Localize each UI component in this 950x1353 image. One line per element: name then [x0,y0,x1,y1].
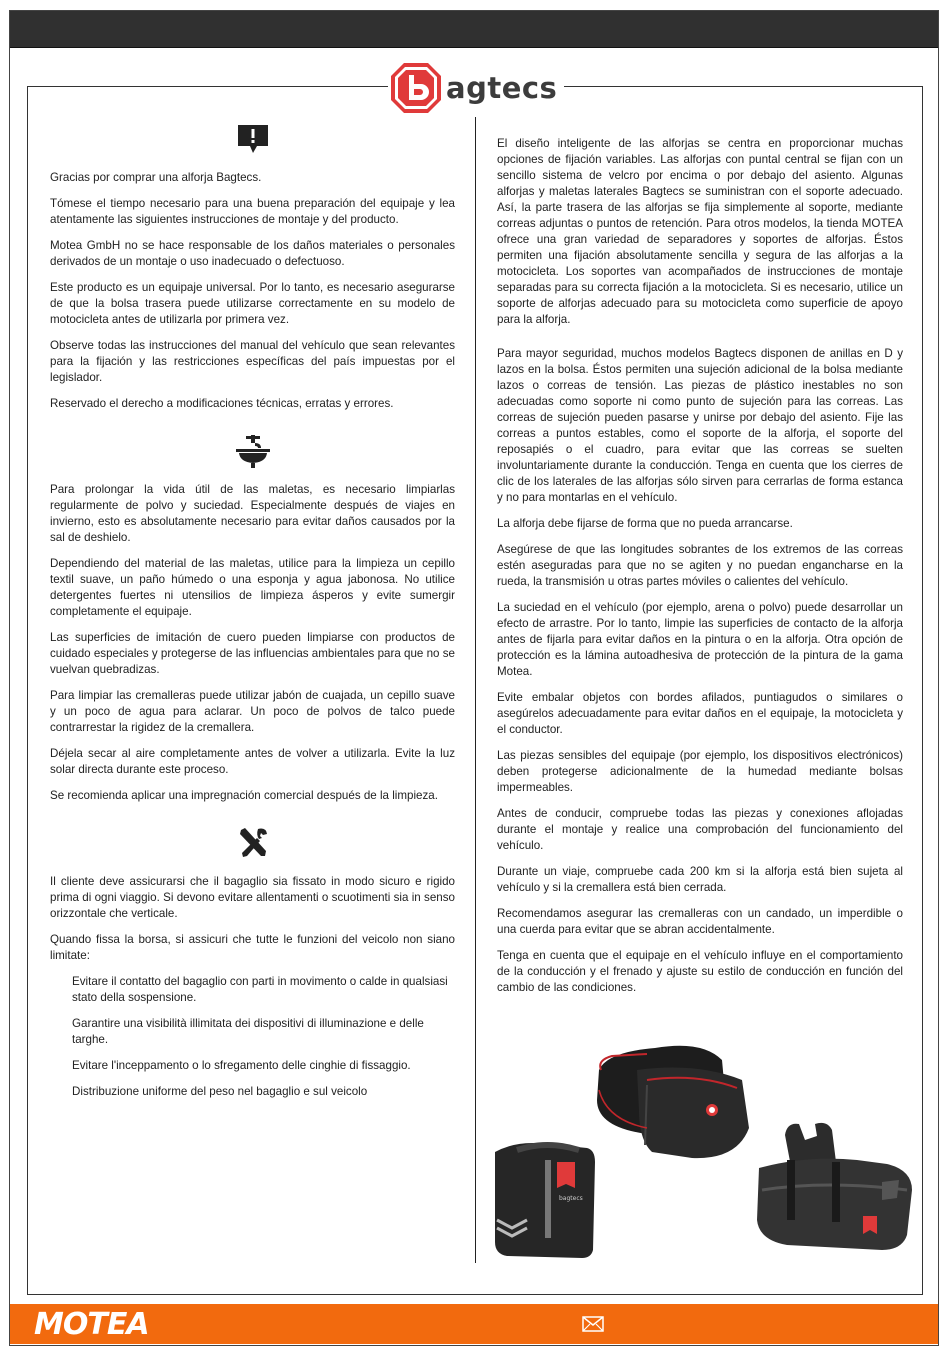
mounting-list [50,974,455,1100]
cleaning-paragraph: Para prolongar la vida útil de las maletas, es necesario limpiarlas regularmente de polvo y suciedad. Especialmente después de viajes en invierno, esto es absolutamente necesario para evitar daños causados por la sal de deshielo. [50,483,455,544]
envelope-icon[interactable] [582,1316,604,1332]
body-paragraph: Durante un viaje, compruebe cada 200 km si la alforja está bien sujeta al vehículo y si la cremallera está bien cerrada. [497,865,903,894]
cleaning-paragraph: Dependiendo del material de las maletas, utilice para la limpieza un cepillo textil suave, un paño húmedo o una esponja y agua jabonosa. No utilice detergentes fuertes ni utensilios de limpieza ásperos y evite sumergir completamente el equipaje. [50,557,455,618]
body-paragraph: La suciedad en el vehículo (por ejemplo, arena o polvo) puede desarrollar un efecto de arrastre. Por lo tanto, limpie las superficies de contacto de la alforja antes de fijarla para evitar daños en la pintura o en la alforja. Otra opción de protección es la lámina autoadhesiva de protección de la pintura de la gama Motea. [497,601,903,678]
body-paragraph: El diseño inteligente de las alforjas se centra en proporcionar muchas opciones de fijación variables. Las alforjas con puntal central se fijan con un sencillo sistema de velcro por encima o por debajo del asiento. Algunas alforjas y maletas laterales Bagtecs se suministran con el soporte adecuado. Así, la parte trasera de las alforjas se fija simplemente al soporte, mediante correas adjuntas o puntos de retención. Para otros modelos, la tienda MOTEA ofrece una gran variedad de separadores y soportes de alforjas. Éstos permiten una fijación absolutamente sencilla y segura de las alforjas a la motocicleta. Los soportes van acompañados de instrucciones de montaje separadas para su correcta fijación a la motocicleta. Si es necesario, utilice un soporte de alforjas adecuado para su motocicleta como superficie de apoyo para la alforja. [497,137,903,326]
left-column [50,120,455,1110]
body-paragraph: Recomendamos asegurar las cremalleras con un candado, un imperdible o una cuerda para evitar que se abran accidentalmente. [497,907,903,936]
body-paragraph: Asegúrese de que las longitudes sobrantes de los extremos de las correas estén aseguradas para que no se agiten y no puedan engancharse en la rueda, la transmisión u otras partes móviles o calientes del vehículo. [497,543,903,588]
cleaning-paragraph: Para limpiar las cremalleras puede utilizar jabón de cuajada, un cepillo suave y un poco de agua para aclarar. Un poco de polvos de talco puede contrarrestar la rigidez de la cremallera. [50,689,455,734]
body-paragraph: Evite embalar objetos con bordes afilados, puntiagudos o similares o asegúrelos adecuadamente para evitar daños en el equipaje, la motocicleta y el conductor. [497,691,903,736]
notice-icon-row [50,120,455,158]
tools-icon [236,826,270,860]
intro-paragraph: Este producto es un equipaje universal. Por lo tanto, es necesario asegurarse de que la bolsa trasera puede utilizarse correctamente en su modelo de motocicleta antes de utilizarla por primera vez. [50,281,455,326]
cleaning-paragraph: Las superficies de imitación de cuero pueden limpiarse con productos de cuidado especiales y protegerse de las influencias ambientales para que no se vuelvan quebradizas. [50,631,455,676]
motea-logo: MOTEA [34,1307,149,1342]
top-bar [10,11,938,48]
bagtecs-logo [388,58,564,118]
bagtecs-logo-icon [388,60,444,116]
saddlebag-pair-right [757,1123,912,1250]
body-paragraph: Para mayor seguridad, muchos modelos Bagtecs disponen de anillas en D y lazos en la bolsa. Éstos permiten una sujeción adicional de la bolsa mediante lazos o correas de tensión. Las piezas de plástico inestables no son adecuadas como soporte ni como punto de sujeción para las correas. Las correas de sujeción pueden pasarse y unirse por debajo del asiento. Fije las correas a puntos estables, como el soporte de la alforja, el soporte del reposapiés o el cuadro, para evitar que las correas se suelten involuntariamente durante la conducción. Tenga en cuenta que los cierres de clic de los laterales de las alforjas sólo sirven para cerrarlas de forma estanca y no para montarlas en el vehículo. [497,347,903,504]
intro-paragraph: Motea GmbH no se hace responsable de los daños materiales o personales derivados de un montaje o uso inadecuado o defectuoso. [50,239,455,268]
logo-text: agtecs [446,71,558,105]
list-item: Garantire una visibilità illimitata dei dispositivi di illuminazione e delle targhe. [72,1017,424,1046]
cleaning-paragraph: Déjela secar al aire completamente antes de volver a utilizarla. Evite la luz solar directa durante este proceso. [50,747,455,776]
product-badge-text: bagtecs [559,1195,583,1202]
product-photo [487,1040,917,1262]
washbasin-icon [233,433,273,469]
cleaning-icon-row [50,432,455,470]
footer-bar [10,1304,938,1344]
list-item: Evitare l'inceppamento o lo sfregamento delle cinghie di fissaggio. [72,1059,411,1072]
tools-icon-row [50,824,455,862]
intro-paragraph: Tómese el tiempo necesario para una buena preparación del equipaje y lea atentamente las siguientes instrucciones de montaje y del producto. [50,197,455,226]
intro-paragraph: Gracias por comprar una alforja Bagtecs. [50,171,262,184]
body-paragraph: Tenga en cuenta que el equipaje en el vehículo influye en el comportamiento de la conducción y el frenado y ajuste su estilo de conducción en función del cambio de las condiciones. [497,949,903,994]
body-paragraph: Antes de conducir, compruebe todas las piezas y conexiones aflojadas durante el montaje y realice una comprobación del funcionamiento del vehículo. [497,807,903,852]
list-item: Distribuzione uniforme del peso nel bagaglio e sul veicolo [72,1085,368,1098]
cleaning-paragraph: Se recomienda aplicar una impregnación comercial después de la limpieza. [50,789,438,802]
body-paragraph: Las piezas sensibles del equipaje (por ejemplo, los dispositivos electrónicos) deben protegerse adicionalmente de la humedad mediante bolsas impermeables. [497,749,903,794]
saddlebag-pair-top [597,1046,749,1158]
intro-paragraph: Reservado el derecho a modificaciones técnicas, erratas y errores. [50,397,394,410]
right-column [497,136,903,1006]
body-paragraph: La alforja debe fijarse de forma que no pueda arrancarse. [497,517,793,530]
waterproof-bag-left [495,1143,595,1258]
intro-paragraph: Observe todas las instrucciones del manual del vehículo que sean relevantes para la fijación y las restricciones específicas del país impuestas por el legislador. [50,339,455,384]
notice-speech-icon [235,122,271,156]
list-item: Evitare il contatto del bagaglio con parti in movimento o calde in qualsiasi stato della sospensione. [72,975,448,1004]
mounting-paragraph: Il cliente deve assicurarsi che il bagaglio sia fissato in modo sicuro e rigido prima di ogni viaggio. Si devono evitare allentamenti o scuotimenti sia in senso orizzontale che verticale. [50,875,455,920]
column-divider [475,117,476,1263]
mounting-paragraph: Quando fissa la borsa, si assicuri che tutte le funzioni del veicolo non siano limitate: [50,933,455,962]
